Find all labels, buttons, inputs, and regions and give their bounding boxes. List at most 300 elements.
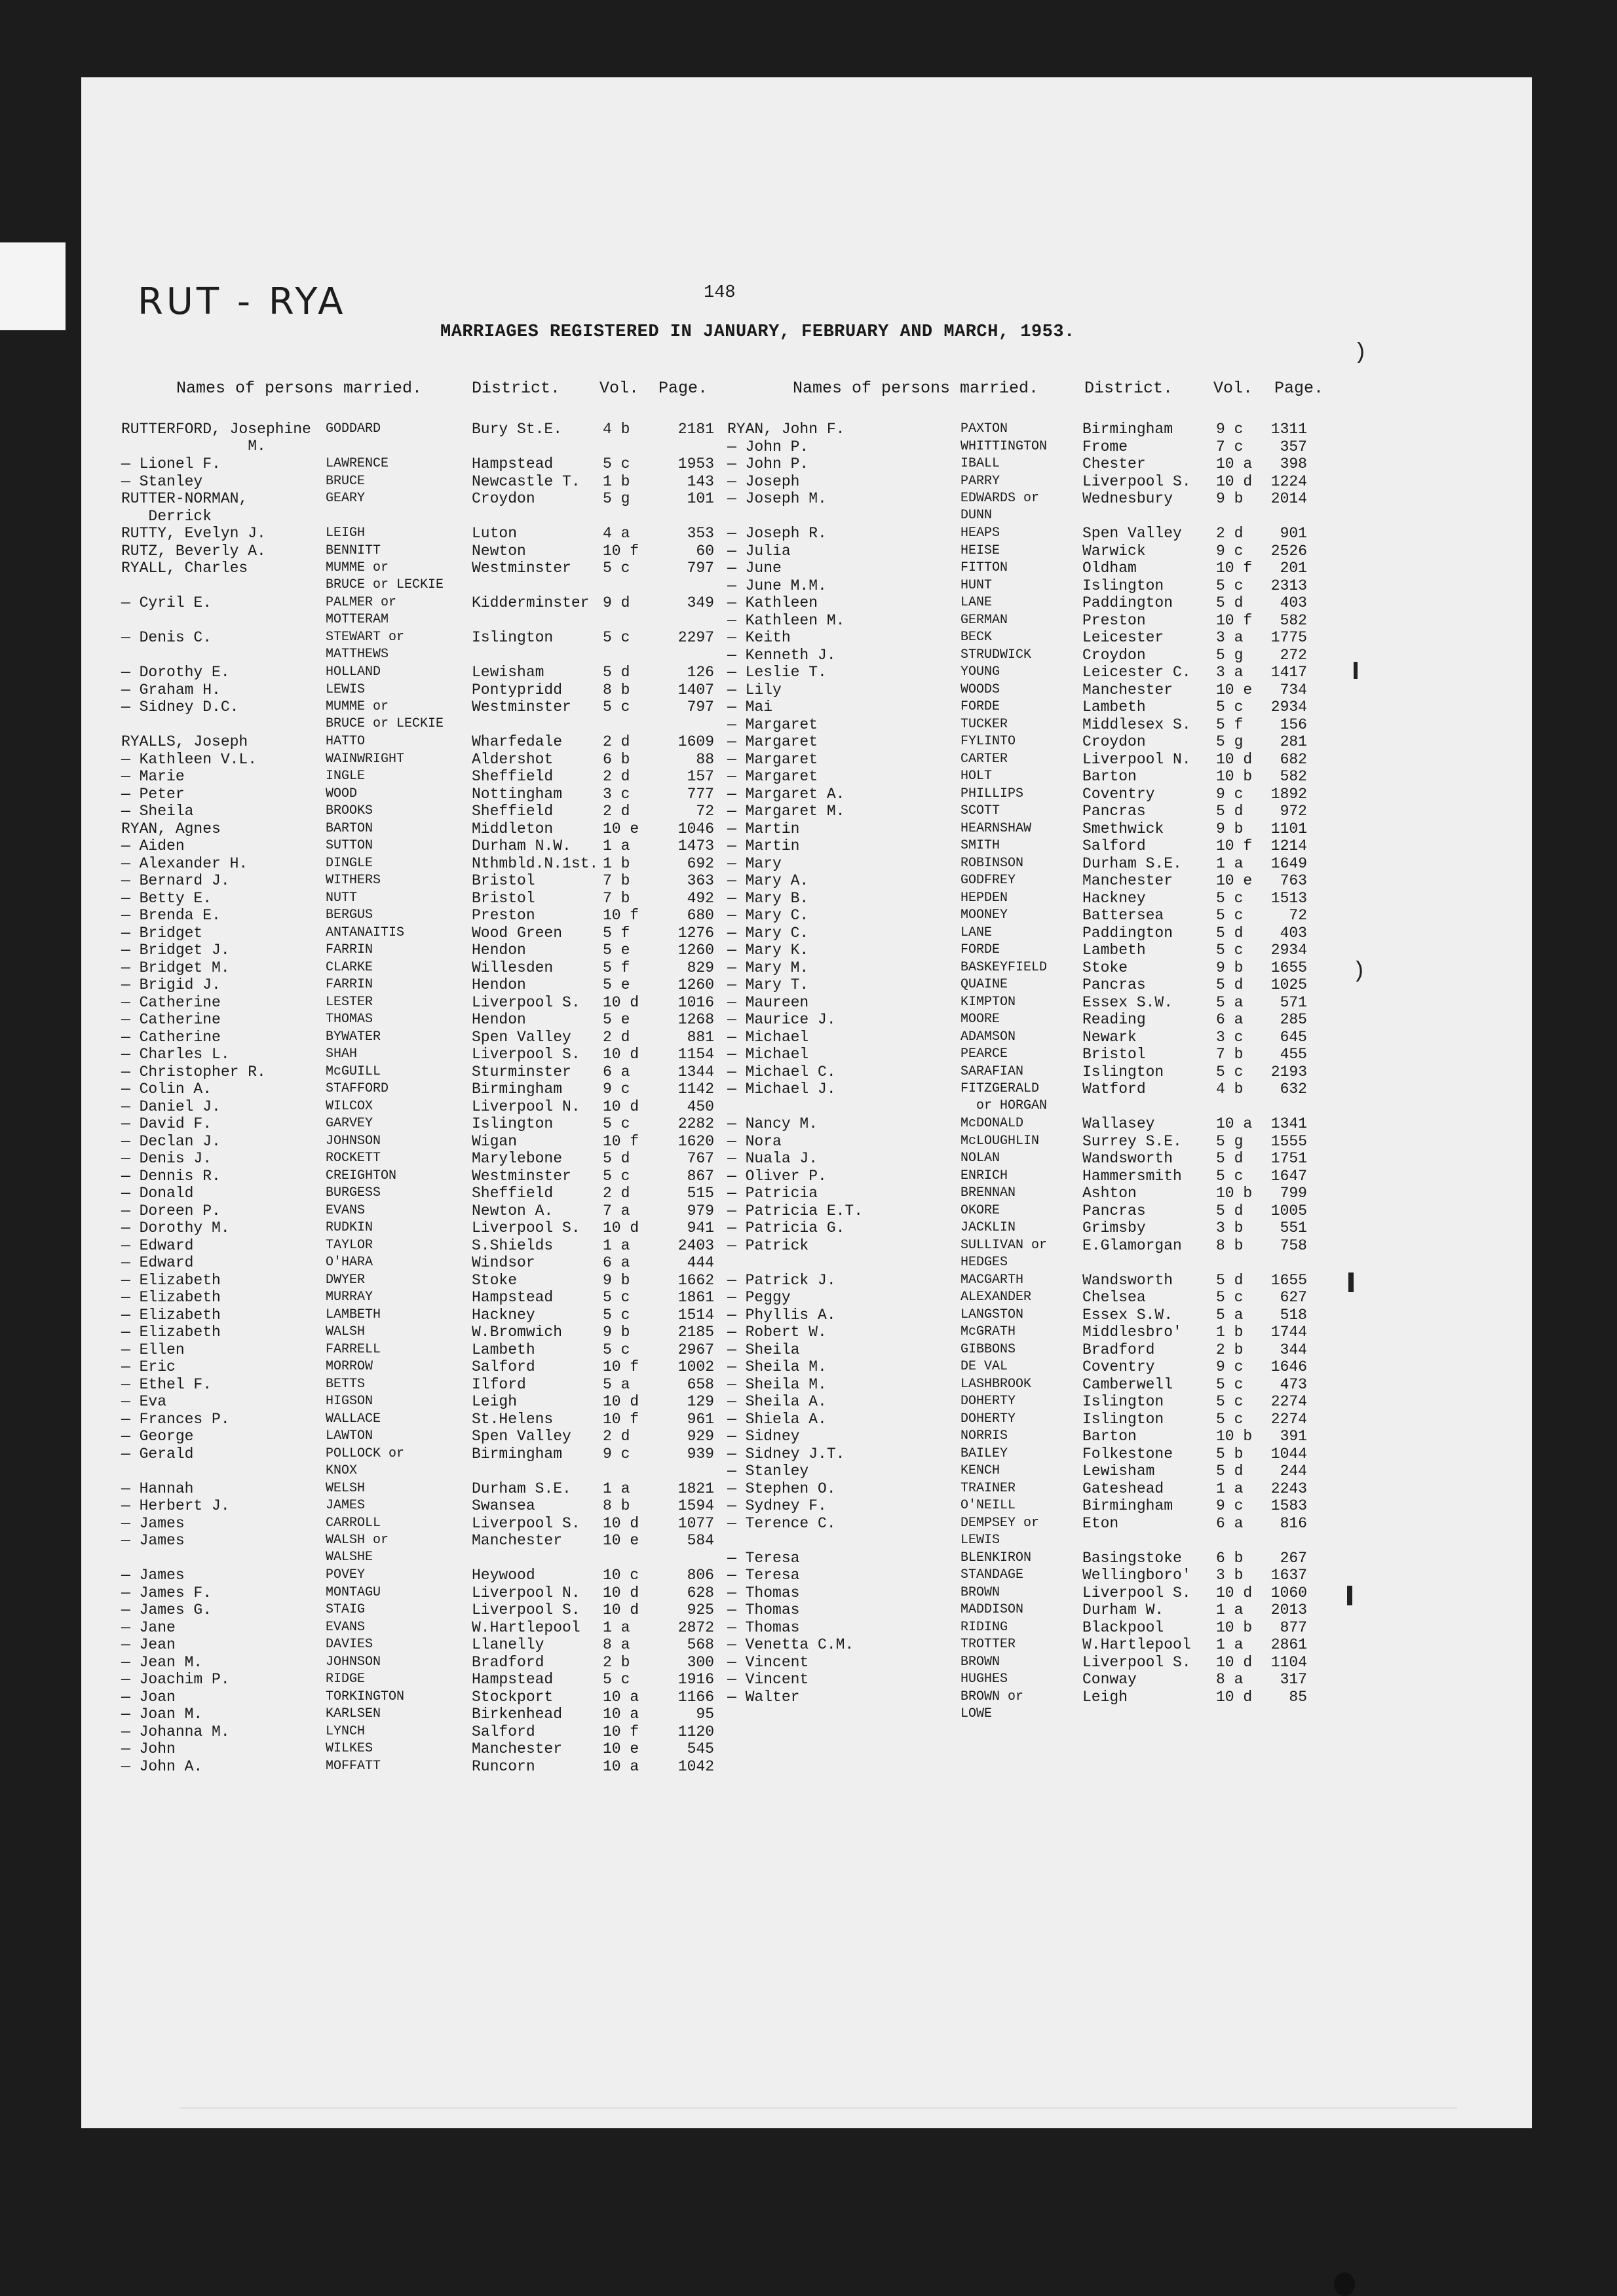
district: Liverpool N. xyxy=(472,1098,580,1115)
page-ref: 285 xyxy=(1280,1011,1307,1028)
district: Hendon xyxy=(472,1011,526,1028)
page-ref: 2193 xyxy=(1270,1063,1307,1081)
spouse-surname: WILCOX xyxy=(326,1098,373,1114)
binding-mark xyxy=(1347,1586,1352,1605)
page-ref: 72 xyxy=(696,803,714,820)
volume: 10 f xyxy=(603,542,639,560)
district: Birmingham xyxy=(1082,1497,1173,1514)
district: Stoke xyxy=(1082,959,1128,976)
volume: 1 a xyxy=(603,1480,630,1497)
volume: 5 c xyxy=(603,1671,630,1688)
spouse-surname: STRUDWICK xyxy=(961,647,1032,662)
spouse-surname: BERGUS xyxy=(326,908,373,923)
spouse-surname: HEISE xyxy=(961,543,1000,558)
volume: 5 c xyxy=(603,1289,630,1306)
volume: 7 b xyxy=(1216,1046,1244,1063)
names-header: Names of persons married. xyxy=(793,379,1039,398)
spouse-surname: QUAINE xyxy=(961,977,1008,992)
spouse-surname: JOHNSON xyxy=(326,1133,381,1149)
person-name: — Edward xyxy=(121,1236,194,1254)
district: Wellingboro' xyxy=(1082,1567,1191,1584)
district: Middlesbro' xyxy=(1082,1324,1182,1341)
district: Sheffield xyxy=(472,1185,554,1202)
district: Islington xyxy=(472,1115,554,1132)
spouse-surname: LANE xyxy=(961,925,993,940)
page-ref: 961 xyxy=(687,1410,714,1428)
district: Runcorn xyxy=(472,1757,535,1775)
page-ref: 201 xyxy=(1280,560,1307,577)
page-ref: 281 xyxy=(1280,733,1307,750)
spouse-surname: RUDKIN xyxy=(326,1220,373,1235)
volume: 10 f xyxy=(1216,611,1253,629)
volume: 2 d xyxy=(1216,525,1244,542)
volume: 7 b xyxy=(603,889,630,907)
person-name: — Catherine xyxy=(121,993,221,1011)
spouse-surname: CARTER xyxy=(961,751,1008,767)
person-name: — George xyxy=(121,1428,194,1445)
district: Bristol xyxy=(1082,1046,1146,1063)
district: Pancras xyxy=(1082,803,1146,820)
volume: 1 a xyxy=(603,1236,630,1254)
page-ref: 582 xyxy=(1280,611,1307,629)
district: Willesden xyxy=(472,959,554,976)
volume: 5 a xyxy=(603,1375,630,1393)
volume: 10 b xyxy=(1216,1618,1253,1636)
volume: 5 d xyxy=(1216,1271,1244,1289)
spouse-surname: HATTO xyxy=(326,734,366,749)
spouse-surname: GIBBONS xyxy=(961,1341,1016,1357)
person-name: — Nancy M. xyxy=(727,1115,818,1132)
person-name: — Joachim P. xyxy=(121,1671,230,1688)
page-ref: 1025 xyxy=(1270,976,1307,993)
volume: 6 b xyxy=(603,750,630,768)
page-subtitle: MARRIAGES REGISTERED IN JANUARY, FEBRUARY AND MARCH, 1953. xyxy=(440,322,1075,342)
person-name: — Bridget J. xyxy=(121,942,230,959)
spouse-surname: FORDE xyxy=(961,942,1000,957)
page-ref: 799 xyxy=(1280,1185,1307,1202)
spouse-surname: MACGARTH xyxy=(961,1272,1024,1288)
person-name: — Eric xyxy=(121,1358,176,1375)
page-ref: 1224 xyxy=(1270,472,1307,490)
page-title: RUT - RYA xyxy=(138,280,347,323)
spouse-surname: PARRY xyxy=(961,473,1000,489)
district: Durham N.W. xyxy=(472,837,571,854)
spouse-surname: KARLSEN xyxy=(326,1706,381,1721)
page-ref: 143 xyxy=(687,472,714,490)
district: Barton xyxy=(1082,1428,1137,1445)
person-name: — Michael xyxy=(727,1028,809,1046)
page-ref: 1060 xyxy=(1270,1584,1307,1601)
page-ref: 1594 xyxy=(677,1497,714,1514)
district: Middlesex S. xyxy=(1082,716,1191,733)
spouse-surname: McGUILL xyxy=(326,1063,381,1079)
spouse-surname: WALLACE xyxy=(326,1411,381,1426)
volume: 4 a xyxy=(603,525,630,542)
spouse-surname: BURGESS xyxy=(326,1185,381,1200)
spouse-surname: LANGSTON xyxy=(961,1307,1024,1322)
person-name: — Venetta C.M. xyxy=(727,1636,854,1653)
volume: 5 c xyxy=(1216,942,1244,959)
spouse-surname: McGRATH xyxy=(961,1324,1016,1339)
volume: 10 b xyxy=(1216,1185,1253,1202)
spouse-surname: FITTON xyxy=(961,560,1008,575)
person-name: — Jean M. xyxy=(121,1653,203,1671)
person-name: — Keith xyxy=(727,629,791,646)
page-ref: 797 xyxy=(687,698,714,716)
person-name: — Sheila M. xyxy=(727,1358,827,1375)
volume: 2 b xyxy=(603,1653,630,1671)
page-ref: 1046 xyxy=(677,820,714,837)
vol-header: Vol. xyxy=(599,379,639,398)
volume: 10 e xyxy=(1216,872,1253,889)
person-name: — Doreen P. xyxy=(121,1202,221,1219)
volume: 5 c xyxy=(603,1115,630,1132)
district: Islington xyxy=(1082,577,1164,594)
volume: 5 d xyxy=(1216,803,1244,820)
volume: 5 c xyxy=(1216,1375,1244,1393)
person-name: — Sheila A. xyxy=(727,1393,827,1410)
spouse-surname: HUNT xyxy=(961,577,993,593)
page-ref: 941 xyxy=(687,1219,714,1236)
page-ref: 816 xyxy=(1280,1514,1307,1532)
district: Paddington xyxy=(1082,594,1173,611)
page-ref: 658 xyxy=(687,1375,714,1393)
person-name: — Michael J. xyxy=(727,1081,836,1098)
page-ref: 584 xyxy=(687,1532,714,1549)
district: Croydon xyxy=(472,490,535,507)
page-ref: 1953 xyxy=(677,455,714,472)
page-ref: 2181 xyxy=(677,421,714,438)
binding-mark xyxy=(1354,662,1358,679)
person-name: — Margaret M. xyxy=(727,803,845,820)
page-ref: 1555 xyxy=(1270,1132,1307,1150)
page-ref: 2297 xyxy=(677,629,714,646)
district: Croydon xyxy=(1082,733,1146,750)
district: Wood Green xyxy=(472,924,563,942)
spouse-surname: BECK xyxy=(961,630,993,645)
person-name: — Gerald xyxy=(121,1445,194,1463)
binding-mark: ) xyxy=(1354,341,1367,366)
volume: 3 a xyxy=(1216,664,1244,681)
person-name: — Thomas xyxy=(727,1601,800,1618)
spouse-surname: CLARKE xyxy=(326,959,373,975)
spouse-surname: ROCKETT xyxy=(326,1151,381,1166)
district: Birkenhead xyxy=(472,1706,563,1723)
page-ref: 806 xyxy=(687,1567,714,1584)
volume: 1 a xyxy=(603,1618,630,1636)
page-ref: 1311 xyxy=(1270,421,1307,438)
spouse-surname: BENNITT xyxy=(326,543,381,558)
page-ref: 88 xyxy=(696,750,714,768)
spouse-surname: BRENNAN xyxy=(961,1185,1016,1200)
district: W.Bromwich xyxy=(472,1324,563,1341)
volume: 5 c xyxy=(1216,1289,1244,1306)
scanner-edge-tab xyxy=(0,242,66,330)
page-ref: 1655 xyxy=(1270,1271,1307,1289)
person-name: — Bridget xyxy=(121,924,203,942)
volume: 10 d xyxy=(1216,1584,1253,1601)
volume: 4 b xyxy=(1216,1081,1244,1098)
spouse-surname: DAVIES xyxy=(326,1637,373,1652)
spouse-surname: NORRIS xyxy=(961,1428,1008,1444)
spouse-surname: FITZGERALD or HORGAN xyxy=(961,1081,1048,1113)
page-ref: 1861 xyxy=(677,1289,714,1306)
page-ref: 682 xyxy=(1280,750,1307,768)
spouse-surname: MOFFATT xyxy=(326,1758,381,1774)
district: Paddington xyxy=(1082,924,1173,942)
district: Spen Valley xyxy=(1082,525,1182,542)
spouse-surname: GODDARD xyxy=(326,421,381,436)
person-name: — Catherine xyxy=(121,1011,221,1028)
volume: 9 c xyxy=(1216,421,1244,438)
person-name: — Betty E. xyxy=(121,889,212,907)
district: Islington xyxy=(472,629,554,646)
person-name: — Thomas xyxy=(727,1618,800,1636)
spouse-surname: FARRIN xyxy=(326,977,373,992)
person-name: — Sidney xyxy=(727,1428,800,1445)
page-ref: 1513 xyxy=(1270,889,1307,907)
page-ref: 1044 xyxy=(1270,1445,1307,1463)
spouse-surname: LANE xyxy=(961,595,993,610)
page-ref: 1647 xyxy=(1270,1167,1307,1185)
district: Hackney xyxy=(1082,889,1146,907)
spouse-surname: OKORE xyxy=(961,1202,1000,1218)
district: Heywood xyxy=(472,1567,535,1584)
spouse-surname: POVEY xyxy=(326,1567,366,1582)
person-name: — Christopher R. xyxy=(121,1063,266,1081)
person-name: — James xyxy=(121,1514,185,1532)
page-ref: 518 xyxy=(1280,1306,1307,1324)
district: Folkestone xyxy=(1082,1445,1173,1463)
district: Marylebone xyxy=(472,1150,563,1167)
page-ref: 2934 xyxy=(1270,698,1307,716)
person-name: — Michael xyxy=(727,1046,809,1063)
district: Hampstead xyxy=(472,455,554,472)
volume: 5 e xyxy=(603,1011,630,1028)
district: Oldham xyxy=(1082,560,1137,577)
spouse-surname: TUCKER xyxy=(961,716,1008,732)
person-name: — Mary C. xyxy=(727,907,809,924)
spouse-surname: BROWN or LOWE xyxy=(961,1689,1024,1721)
district: Manchester xyxy=(472,1740,563,1757)
spouse-surname: HOLLAND xyxy=(326,664,381,679)
volume: 5 c xyxy=(603,1167,630,1185)
page-ref: 1646 xyxy=(1270,1358,1307,1375)
page-ref: 929 xyxy=(687,1428,714,1445)
page-ref: 627 xyxy=(1280,1289,1307,1306)
page-ref: 1276 xyxy=(677,924,714,942)
spouse-surname: ROBINSON xyxy=(961,855,1024,871)
person-name: — Joseph M. xyxy=(727,490,827,507)
person-name: — Kathleen M. xyxy=(727,611,845,629)
volume: 10 f xyxy=(1216,560,1253,577)
district: Llanelly xyxy=(472,1636,544,1653)
volume: 5 d xyxy=(603,1150,630,1167)
page-ref: 2282 xyxy=(677,1115,714,1132)
district: Newark xyxy=(1082,1028,1137,1046)
spouse-surname: McLOUGHLIN xyxy=(961,1133,1040,1149)
page-ref: 1662 xyxy=(677,1271,714,1289)
page-ref: 571 xyxy=(1280,993,1307,1011)
person-name: — James xyxy=(121,1532,185,1549)
volume: 5 f xyxy=(603,959,630,976)
page-ref: 867 xyxy=(687,1167,714,1185)
page-ref: 632 xyxy=(1280,1081,1307,1098)
district: Blackpool xyxy=(1082,1618,1164,1636)
person-name: — Daniel J. xyxy=(121,1098,221,1115)
spouse-surname: EVANS xyxy=(326,1619,366,1635)
volume: 8 b xyxy=(1216,1236,1244,1254)
person-name: — Joseph xyxy=(727,472,800,490)
person-name: — Julia xyxy=(727,542,791,560)
page-ref: 645 xyxy=(1280,1028,1307,1046)
page-ref: 1473 xyxy=(677,837,714,854)
spouse-surname: BRUCE xyxy=(326,473,366,489)
district: Birmingham xyxy=(1082,421,1173,438)
page-ref: 1916 xyxy=(677,1671,714,1688)
spouse-surname: KIMPTON xyxy=(961,994,1016,1010)
page-number: 148 xyxy=(704,283,736,303)
person-name: — Denis J. xyxy=(121,1150,212,1167)
spouse-surname: TRAINER xyxy=(961,1480,1016,1496)
person-name: — Margaret xyxy=(727,716,818,733)
spouse-surname: O'HARA xyxy=(326,1255,373,1270)
page-ref: 767 xyxy=(687,1150,714,1167)
volume: 5 g xyxy=(603,490,630,507)
district: Sturminster xyxy=(472,1063,571,1081)
page-ref: 734 xyxy=(1280,681,1307,698)
spouse-surname: THOMAS xyxy=(326,1012,373,1027)
district: Hampstead xyxy=(472,1289,554,1306)
spouse-surname: DOHERTY xyxy=(961,1394,1016,1409)
spouse-surname: McDONALD xyxy=(961,1116,1024,1131)
person-name: — Ethel F. xyxy=(121,1375,212,1393)
spouse-surname: RIDING xyxy=(961,1619,1008,1635)
person-name: — Stephen O. xyxy=(727,1480,836,1497)
volume: 10 e xyxy=(1216,681,1253,698)
volume: 10 d xyxy=(603,1098,639,1115)
page-ref: 444 xyxy=(687,1254,714,1271)
district: Birmingham xyxy=(472,1445,563,1463)
district: Wandsworth xyxy=(1082,1150,1173,1167)
person-name: — Vincent xyxy=(727,1653,809,1671)
district: Westminster xyxy=(472,1167,571,1185)
page-ref: 157 xyxy=(687,768,714,785)
district: Grimsby xyxy=(1082,1219,1146,1236)
page-ref: 1077 xyxy=(677,1514,714,1532)
person-name: — Mary T. xyxy=(727,976,809,993)
volume: 9 b xyxy=(1216,820,1244,837)
volume: 3 c xyxy=(603,785,630,803)
page-ref: 1002 xyxy=(677,1358,714,1375)
spouse-surname: FARRELL xyxy=(326,1341,381,1357)
spouse-surname: PALMER or MOTTERAM xyxy=(326,595,397,627)
page-ref: 2526 xyxy=(1270,542,1307,560)
spouse-surname: JAMES xyxy=(326,1498,366,1513)
spouse-surname: STAFFORD xyxy=(326,1081,389,1096)
person-name: — Mary K. xyxy=(727,942,809,959)
volume: 5 g xyxy=(1216,1132,1244,1150)
volume: 10 d xyxy=(1216,750,1253,768)
district: Islington xyxy=(1082,1063,1164,1081)
volume: 5 e xyxy=(603,976,630,993)
district: Nottingham xyxy=(472,785,563,803)
spouse-surname: NUTT xyxy=(326,890,358,906)
page-ref: 357 xyxy=(1280,438,1307,455)
volume: 5 d xyxy=(1216,1150,1244,1167)
spouse-surname: WALSH or WALSHE xyxy=(326,1533,389,1565)
person-name: — Oliver P. xyxy=(727,1167,827,1185)
district: Bury St.E. xyxy=(472,421,563,438)
person-name: — Teresa xyxy=(727,1567,800,1584)
district: Surrey S.E. xyxy=(1082,1132,1182,1150)
spouse-surname: FYLINTO xyxy=(961,734,1016,749)
district: Wednesbury xyxy=(1082,490,1173,507)
spouse-surname: EDWARDS or DUNN xyxy=(961,491,1040,523)
person-name: — Patricia E.T. xyxy=(727,1202,864,1219)
person-name: — Sidney D.C. xyxy=(121,698,239,716)
volume: 1 a xyxy=(603,837,630,854)
spouse-surname: SMITH xyxy=(961,838,1000,853)
person-name: — Dorothy M. xyxy=(121,1219,230,1236)
spouse-surname: ENRICH xyxy=(961,1168,1008,1183)
person-name: — Bridget M. xyxy=(121,959,230,976)
volume: 5 c xyxy=(603,560,630,577)
volume: 2 d xyxy=(603,1028,630,1046)
person-name: — Jean xyxy=(121,1636,176,1653)
volume: 5 d xyxy=(1216,594,1244,611)
district: W.Hartlepool xyxy=(472,1618,580,1636)
person-name: — Mary xyxy=(727,854,782,872)
page-ref: 777 xyxy=(687,785,714,803)
person-name: — Patricia xyxy=(727,1185,818,1202)
page-ref: 901 xyxy=(1280,525,1307,542)
person-name: — Ellen xyxy=(121,1341,185,1358)
person-name: — Margaret xyxy=(727,768,818,785)
district: Wigan xyxy=(472,1132,518,1150)
page-ref: 129 xyxy=(687,1393,714,1410)
person-name: — Frances P. xyxy=(121,1410,230,1428)
page-ref: 1214 xyxy=(1270,837,1307,854)
person-name: — Johanna M. xyxy=(121,1723,230,1740)
person-name: — Aiden xyxy=(121,837,185,854)
page-ref: 300 xyxy=(687,1653,714,1671)
spouse-surname: HEAPS xyxy=(961,526,1000,541)
page-ref: 267 xyxy=(1280,1549,1307,1567)
volume: 10 d xyxy=(603,1219,639,1236)
person-name: Derrick xyxy=(121,507,212,525)
district: Coventry xyxy=(1082,785,1155,803)
district: W.Hartlepool xyxy=(1082,1636,1191,1653)
volume: 10 d xyxy=(603,1046,639,1063)
volume: 10 f xyxy=(603,1358,639,1375)
spouse-surname: FARRIN xyxy=(326,942,373,957)
volume: 2 d xyxy=(603,1428,630,1445)
page-ref: 979 xyxy=(687,1202,714,1219)
person-name: — Dennis R. xyxy=(121,1167,221,1185)
volume: 7 c xyxy=(1216,438,1244,455)
spouse-surname: JACKLIN xyxy=(961,1220,1016,1235)
volume: 5 c xyxy=(603,698,630,716)
volume: 1 a xyxy=(1216,1480,1244,1497)
spouse-surname: LESTER xyxy=(326,994,373,1010)
person-name: — Walter xyxy=(727,1688,800,1706)
volume: 7 a xyxy=(603,1202,630,1219)
district: Bradford xyxy=(472,1653,544,1671)
district: Liverpool S. xyxy=(1082,1584,1191,1601)
spouse-surname: GODFREY xyxy=(961,873,1016,888)
person-name: — Donald xyxy=(121,1185,194,1202)
